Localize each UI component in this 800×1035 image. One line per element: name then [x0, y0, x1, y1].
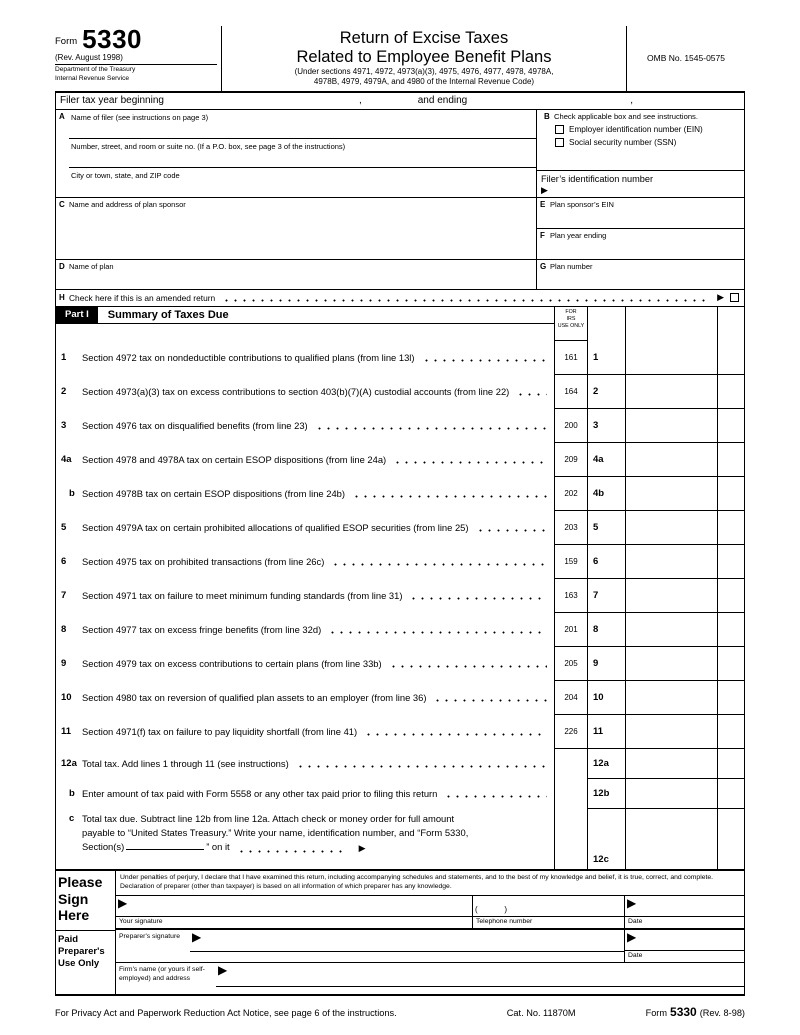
form-body [55, 93, 745, 996]
preparer-date-cell [624, 930, 744, 962]
item-letter-c: C [59, 199, 65, 209]
plan-name-box[interactable] [56, 260, 537, 289]
line-description: Section 4980 tax on reversion of qualified plan assets to an employer (from line 36) [82, 681, 554, 715]
plan-name-label: Name of plan [69, 261, 114, 271]
line-number: 12a [61, 758, 77, 770]
dot-leader [352, 495, 547, 498]
filer-id-label: Filer’s identification number [541, 173, 654, 184]
footer-form-word: Form [645, 1007, 668, 1018]
line-description [82, 809, 554, 869]
revision-date: (Rev. August 1998) [55, 53, 123, 63]
preparer-date-field[interactable] [625, 930, 744, 951]
date-label: Date [628, 917, 643, 925]
line-description: Section 4978 and 4978A tax on certain ESOP dispositions (from line 24a) [82, 443, 554, 477]
ssn-option[interactable] [555, 138, 740, 147]
plan-name-section [56, 260, 744, 290]
footer-form-number: 5330 [670, 1004, 697, 1019]
line-number: 5 [61, 522, 67, 534]
dot-leader [237, 850, 347, 853]
comma: , [630, 94, 634, 106]
cents-field[interactable] [718, 545, 744, 579]
line-number: 4a [61, 454, 72, 466]
amount-field[interactable] [626, 749, 718, 779]
item-letter-e: E [540, 199, 546, 209]
taxpayer-signature-row [116, 896, 744, 930]
line-number: b [69, 788, 75, 800]
line-description: Section 4979A tax on certain prohibited allocations of qualified ESOP securities (from line 25) [82, 511, 554, 545]
tax-row [56, 647, 744, 681]
dot-leader [296, 765, 547, 768]
line-number: 8 [61, 624, 67, 636]
preparer-signature-cell [190, 930, 624, 962]
perjury-statement: Under penalties of perjury, I declare that I have examined this return, including accompanying schedules and statements, and to the best of my knowledge and belief, it is true, correct, and complete. Declaration of preparer (other than taxpayer) is based on all information of which preparer has any knowledge. [116, 871, 744, 896]
cents-field[interactable] [718, 477, 744, 511]
dot-leader [328, 631, 547, 634]
tax-row [56, 749, 744, 779]
amount-field[interactable] [626, 477, 718, 511]
irs-use-only-header [554, 307, 588, 341]
irs-code [554, 749, 588, 779]
letter-gutter [56, 139, 69, 168]
tax-row [56, 613, 744, 647]
amount-field[interactable] [626, 579, 718, 613]
line-label: 12a [588, 749, 626, 779]
arrow-icon: ▶ [118, 895, 128, 910]
amount-field[interactable] [626, 809, 718, 869]
line-label: 6 [588, 545, 626, 579]
amended-return-label: Check here if this is an amended return [69, 292, 216, 303]
footer-revision: (Rev. 8-98) [699, 1007, 745, 1018]
dot-leader [516, 393, 547, 396]
arrow-icon: ▶ [627, 895, 637, 910]
filer-street-label: Number, street, and room or suite no. (If a P.O. box, see page 3 of the instructions) [71, 141, 346, 151]
irs-code: 209 [554, 443, 588, 477]
line-12c-text3-row [82, 840, 554, 854]
preparer-date-label: Date [628, 951, 643, 959]
line-description: Section 4976 tax on disqualified benefits (from line 23) [82, 409, 554, 443]
ein-option[interactable] [555, 125, 740, 134]
line-description: Enter amount of tax paid with Form 5558 or any other tax paid prior to filing this return [82, 779, 554, 809]
amount-field[interactable] [626, 511, 718, 545]
cents-field[interactable] [718, 443, 744, 477]
line-label: 3 [588, 409, 626, 443]
tax-row [56, 545, 744, 579]
line-number: 11 [61, 726, 72, 738]
irs-use-line2: IRS [566, 315, 576, 322]
plan-year-ending-box[interactable] [537, 229, 744, 259]
signature-date-cell [624, 896, 744, 928]
cents-column-header [718, 307, 744, 341]
cents-field[interactable] [718, 779, 744, 809]
dot-leader [422, 359, 547, 362]
item-letter-f: F [540, 230, 545, 240]
part1-title-bar [56, 307, 554, 324]
form-title [226, 29, 622, 67]
dot-leader [331, 563, 547, 566]
amount-field[interactable] [626, 545, 718, 579]
irs-code: 205 [554, 647, 588, 681]
footer-form-ref [646, 1005, 745, 1019]
dot-leader [476, 529, 547, 532]
tax-row [56, 715, 744, 749]
line-description: Section 4979 tax on excess contributions to certain plans (from line 33b) [82, 647, 554, 681]
part-title: Summary of Taxes Due [107, 308, 229, 321]
arrow-icon: ▶ [218, 962, 228, 977]
line-label: 9 [588, 647, 626, 681]
telephone-field[interactable] [473, 896, 624, 917]
item-letter-h: H [59, 293, 65, 303]
ssn-label: Social security number (SSN) [569, 137, 677, 147]
firm-name-label: Firm's name (or yours if self-employed) and address [119, 965, 205, 982]
line-description: Section 4971(f) tax on failure to pay liquidity shortfall (from line 41) [82, 715, 554, 749]
dot-leader [222, 299, 708, 302]
filer-name-inner [69, 110, 536, 139]
divider [537, 170, 744, 171]
line-number: 7 [61, 590, 67, 602]
line-description: Section 4972 tax on nondeductible contributions to qualified plans (from line 13l) [82, 341, 554, 375]
dot-leader [409, 597, 547, 600]
dot-leader [315, 427, 547, 430]
line-label: 4a [588, 443, 626, 477]
filer-name-box[interactable] [56, 110, 536, 139]
irs-code [554, 779, 588, 809]
filer-id-row [541, 186, 740, 195]
irs-code: 164 [554, 375, 588, 409]
taxpayer-signature-cell [116, 896, 472, 928]
arrow-icon: ▶ [192, 929, 202, 944]
amount-field[interactable] [626, 681, 718, 715]
item-letter-a: A [59, 111, 65, 121]
paid-preparer-label: Paid Preparer's Use Only [58, 933, 105, 970]
line-number: 2 [61, 386, 67, 398]
plan-sponsor-label: Name and address of plan sponsor [69, 199, 186, 209]
plan-number-box[interactable] [537, 260, 744, 289]
tax-row [56, 809, 744, 869]
dot-leader [444, 795, 547, 798]
cents-field[interactable] [718, 579, 744, 613]
line-12c-text1: Total tax due. Subtract line 12b from line 12a. Attach check or money order for full amount [82, 812, 455, 824]
amount-field[interactable] [626, 715, 718, 749]
form-title-line1: Return of Excise Taxes [339, 29, 509, 47]
irs-code: 204 [554, 681, 588, 715]
line-number: 6 [61, 556, 67, 568]
dot-leader [433, 699, 547, 702]
line-label: 2 [588, 375, 626, 409]
dot-leader [393, 461, 547, 464]
on-it-label: ” on it [206, 840, 230, 852]
sponsor-ein-box[interactable] [537, 198, 744, 229]
dot-leader [364, 733, 547, 736]
arrow-icon: ▶ [541, 184, 548, 195]
cents-field[interactable] [718, 375, 744, 409]
line-label: 11 [588, 715, 626, 749]
irs-code: 226 [554, 715, 588, 749]
sections-label: Section(s) [82, 840, 125, 852]
line-number: 10 [61, 692, 72, 704]
line-number: b [69, 488, 75, 500]
form-number: 5330 [82, 24, 143, 54]
checkbox-group [541, 110, 740, 167]
form-number-line [55, 24, 217, 54]
plan-number-label: Plan number [550, 261, 593, 271]
cents-field[interactable] [718, 341, 744, 375]
sponsor-ein-label: Plan sponsor’s EIN [550, 199, 614, 209]
amount-field[interactable] [626, 779, 718, 809]
form-subtitle-line1: (Under sections 4971, 4972, 4973(a)(3), 4975, 4976, 4977, 4978, 4978A, [294, 66, 554, 76]
tax-row [56, 779, 744, 809]
line-label: 12b [588, 779, 626, 809]
cents-field[interactable] [718, 511, 744, 545]
tax-row [56, 511, 744, 545]
item-b-row [541, 110, 740, 121]
preparer-signature-row [116, 930, 744, 963]
ein-checkbox[interactable] [555, 125, 564, 134]
form-subtitle [226, 67, 622, 89]
firm-name-cell [216, 963, 744, 994]
item-letter-b: B [544, 111, 550, 121]
amount-field[interactable] [626, 647, 718, 681]
amended-return-checkbox[interactable] [730, 293, 739, 302]
filer-name-label: Name of filer (see instructions on page 3) [71, 112, 209, 122]
plan-sponsor-section [56, 198, 744, 260]
omb-number: OMB No. 1545-0575 [647, 53, 725, 64]
tax-row [56, 477, 744, 511]
phone-parentheses: ( ) [475, 904, 507, 914]
item-letter-g: G [540, 261, 547, 271]
dept-treasury-label: Department of the Treasury [55, 66, 136, 74]
arrow-icon: ▶ [627, 929, 637, 944]
part-label: Part I [56, 307, 98, 323]
filer-street-box[interactable] [56, 139, 536, 168]
line-12c-text2: payable to “United States Treasury.” Write your name, identification number, and “Form 5330, [82, 826, 469, 838]
line-number: 3 [61, 420, 67, 432]
tax-row [56, 375, 744, 409]
filer-section [56, 110, 744, 198]
amount-column-header [626, 307, 718, 341]
tax-row [56, 579, 744, 613]
irs-code: 202 [554, 477, 588, 511]
line-description: Section 4973(a)(3) tax on excess contributions to section 403(b)(7)(A) custodial accounts (from line 22) [82, 375, 554, 409]
irs-code: 200 [554, 409, 588, 443]
amount-field[interactable] [626, 341, 718, 375]
part1-title-area [56, 307, 554, 341]
line-description: Section 4977 tax on excess fringe benefits (from line 32d) [82, 613, 554, 647]
telephone-label: Telephone number [476, 917, 533, 925]
irs-code: 163 [554, 579, 588, 613]
line-number: 9 [61, 658, 67, 670]
signature-field[interactable] [116, 896, 472, 917]
signature-section [56, 869, 744, 996]
form-title-block [221, 26, 627, 91]
filer-city-inner [69, 168, 536, 197]
tax-row [56, 341, 744, 375]
filer-fields [56, 110, 537, 197]
dot-leader [389, 665, 547, 668]
line-label: 8 [588, 613, 626, 647]
part1-header [56, 307, 744, 341]
signature-date-field[interactable] [625, 896, 744, 917]
tax-row [56, 443, 744, 477]
irs-code: 201 [554, 613, 588, 647]
irs-label: Internal Revenue Service [55, 74, 130, 82]
line-label: 10 [588, 681, 626, 715]
signature-content [116, 871, 744, 994]
line-description: Section 4971 tax on failure to meet minimum funding standards (from line 31) [82, 579, 554, 613]
firm-row [116, 963, 744, 994]
line-label: 1 [588, 341, 626, 375]
line-label: 7 [588, 579, 626, 613]
form-header [55, 26, 745, 93]
firm-name-field[interactable] [216, 963, 744, 987]
page-footer [55, 1005, 745, 1019]
cents-field[interactable] [718, 647, 744, 681]
telephone-cell [472, 896, 624, 928]
line-label-column-header [588, 307, 626, 341]
form-subtitle-line2: 4978B, 4979, 4979A, and 4980 of the Internal Revenue Code) [313, 77, 535, 87]
amount-field[interactable] [626, 409, 718, 443]
id-type-section [537, 110, 744, 197]
line-number: c [69, 812, 75, 824]
irs-code: 203 [554, 511, 588, 545]
item-b-label: Check applicable box and see instructions. [554, 111, 698, 121]
tax-year-ending-label: and ending [417, 94, 468, 106]
cents-field[interactable] [718, 613, 744, 647]
amount-field[interactable] [626, 443, 718, 477]
line-label: 4b [588, 477, 626, 511]
line-number: 1 [61, 352, 67, 364]
line-description: Section 4975 tax on prohibited transactions (from line 26c) [82, 545, 554, 579]
line-label: 12c [588, 809, 626, 869]
filer-city-box[interactable] [56, 168, 536, 197]
irs-use-line3: USE ONLY [557, 323, 585, 329]
filer-street-inner [69, 139, 536, 168]
cents-field[interactable] [718, 809, 744, 869]
letter-gutter [56, 168, 69, 197]
comma: , [358, 94, 362, 106]
preparer-signature-label: Preparer's signature [119, 932, 180, 940]
irs-code: 159 [554, 545, 588, 579]
tax-row [56, 681, 744, 715]
tax-year-row [56, 93, 744, 110]
arrow-icon: ▶ [717, 292, 724, 303]
please-sign-here-label: Please Sign Here [56, 871, 115, 931]
amount-field[interactable] [626, 613, 718, 647]
irs-use-line1: FOR [565, 308, 577, 315]
line-description: Section 4978B tax on certain ESOP dispositions (from line 24b) [82, 477, 554, 511]
cents-field[interactable] [718, 681, 744, 715]
catalog-number: Cat. No. 11870M [506, 1007, 576, 1018]
cents-field[interactable] [718, 749, 744, 779]
amount-field[interactable] [626, 375, 718, 409]
ef-column [537, 198, 744, 259]
form-word: Form [55, 36, 78, 48]
arrow-icon: ▶ [358, 842, 366, 853]
sections-blank-field[interactable] [126, 841, 204, 850]
ssn-checkbox[interactable] [555, 138, 564, 147]
ein-label: Employer identification number (EIN) [569, 124, 703, 134]
amended-return-row [56, 290, 744, 307]
item-letter-d: D [59, 261, 65, 271]
plan-sponsor-box[interactable] [56, 198, 537, 259]
privacy-act-notice: For Privacy Act and Paperwork Reduction Act Notice, see page 6 of the instructions. [55, 1007, 397, 1018]
line-description: Total tax. Add lines 1 through 11 (see instructions) [82, 749, 554, 779]
tax-year-beginning-label: Filer tax year beginning [60, 94, 164, 106]
agency-block [55, 64, 217, 83]
omb-box [627, 26, 745, 91]
form-title-line2: Related to Employee Benefit Plans [296, 47, 552, 66]
cents-field[interactable] [718, 715, 744, 749]
preparer-signature-field[interactable] [190, 930, 624, 952]
tax-row [56, 409, 744, 443]
signature-left-labels [56, 871, 116, 994]
plan-year-ending-label: Plan year ending [550, 230, 607, 240]
form-id-block [55, 26, 221, 91]
cents-field[interactable] [718, 409, 744, 443]
line-label: 5 [588, 511, 626, 545]
filer-city-label: City or town, state, and ZIP code [71, 170, 180, 180]
irs-code: 161 [554, 341, 588, 375]
irs-code [554, 809, 588, 869]
your-signature-label: Your signature [119, 917, 163, 925]
